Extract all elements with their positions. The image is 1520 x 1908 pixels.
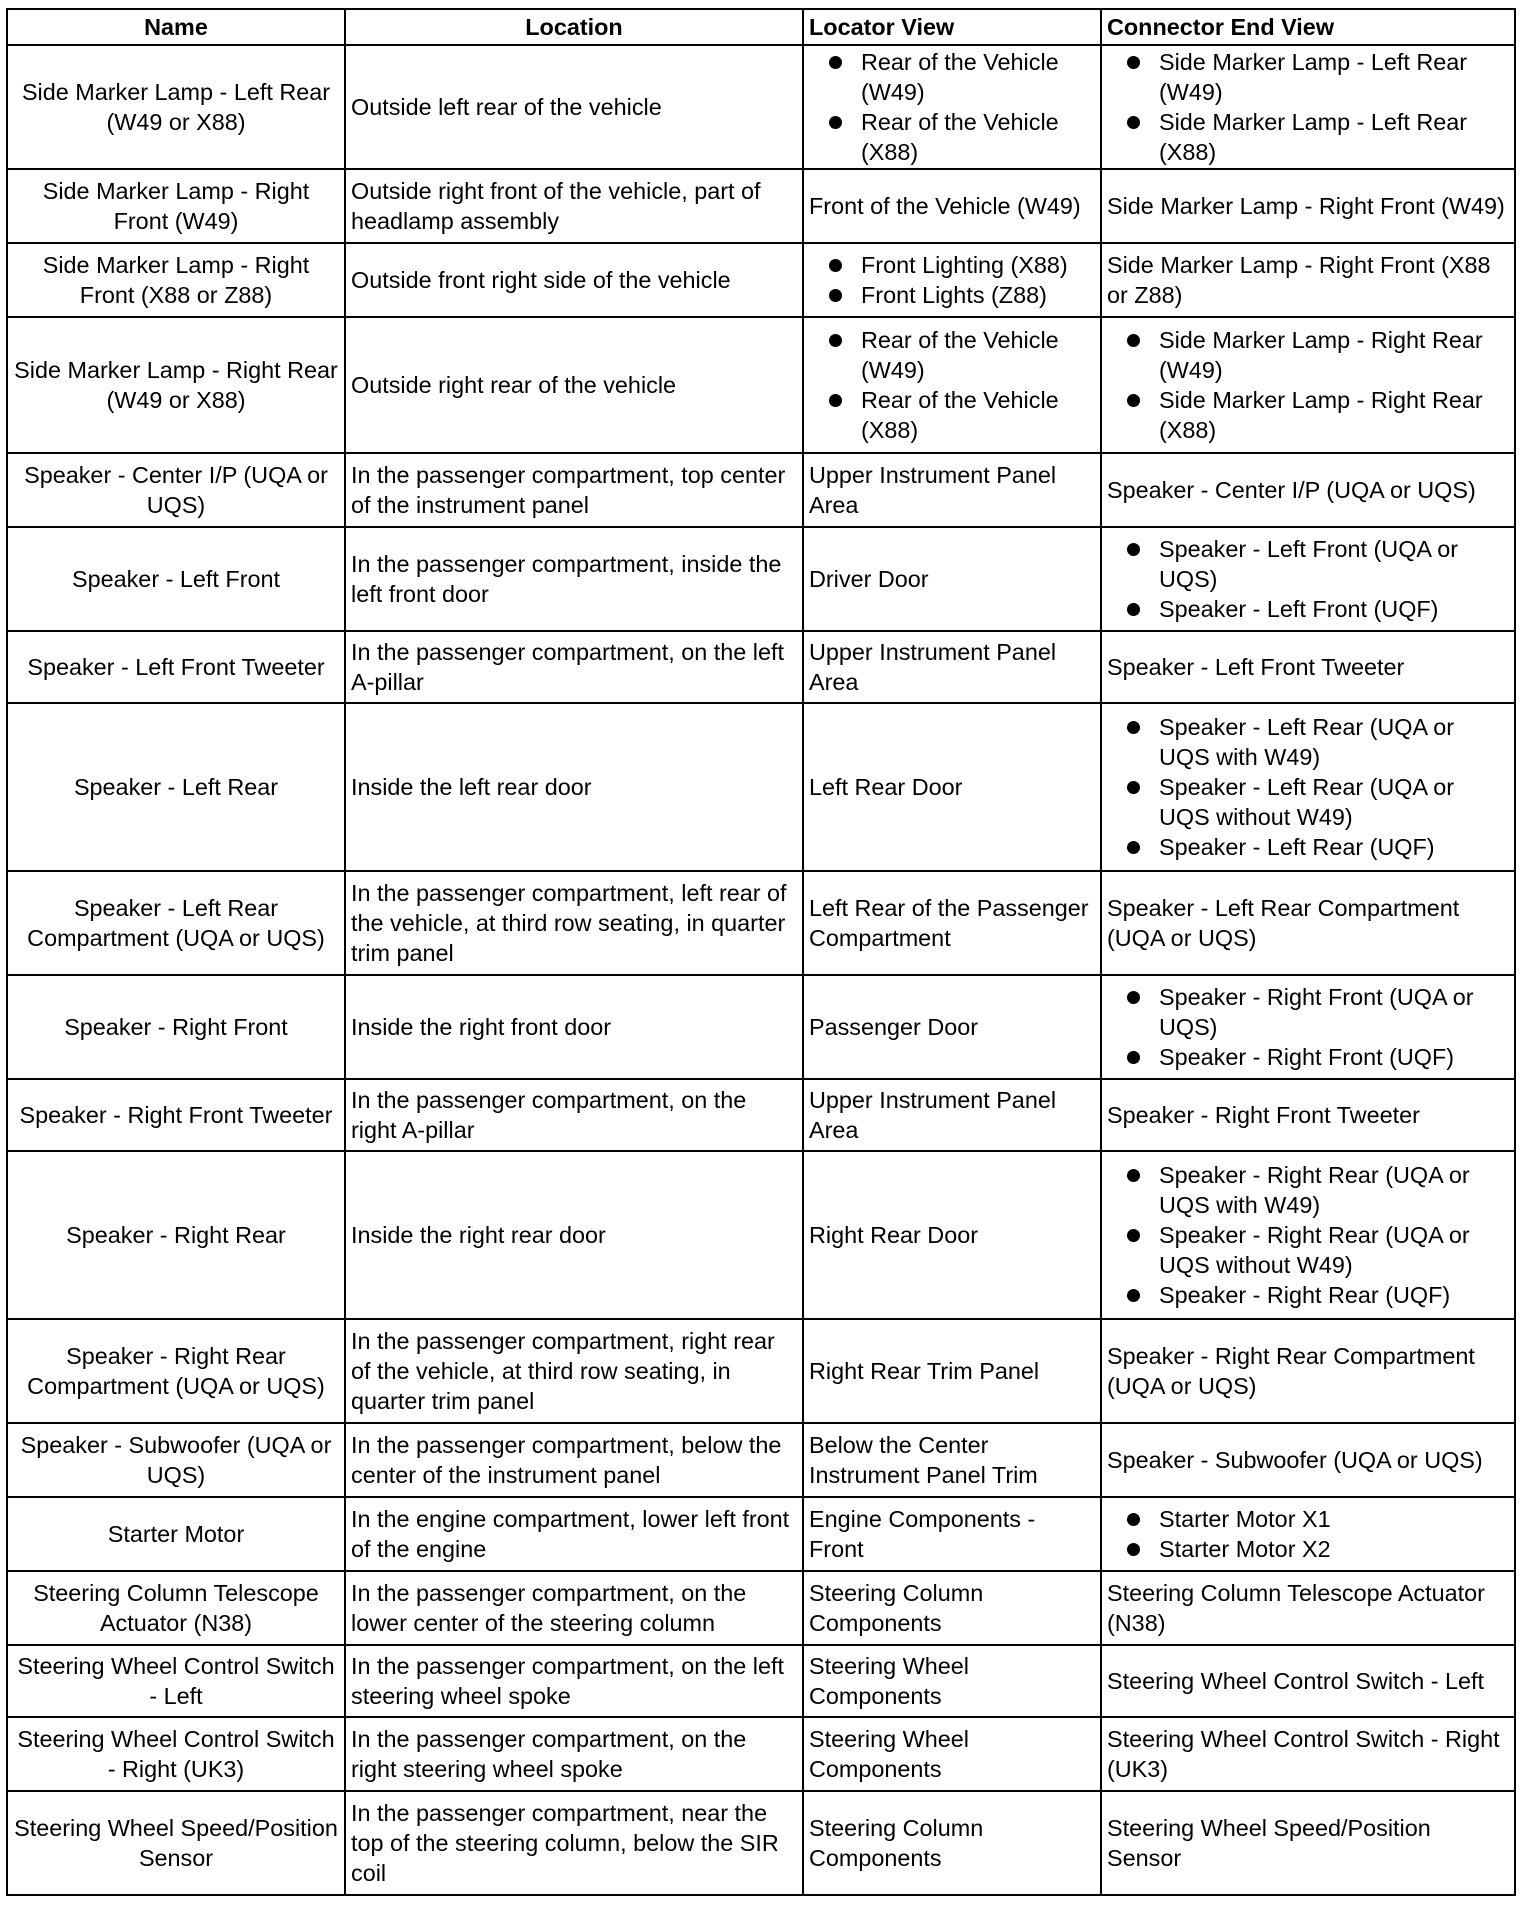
- table-row: [7, 453, 1515, 527]
- bullet-item: Rear of the Vehicle (W49): [809, 325, 1095, 385]
- cell-name: Speaker - Right Rear: [7, 1151, 345, 1319]
- table-row: [7, 1423, 1515, 1497]
- cell-location: In the passenger compartment, on the left A-pillar: [345, 631, 803, 703]
- header-locator-view: Locator View: [803, 9, 1101, 45]
- cell-name: Speaker - Subwoofer (UQA or UQS): [7, 1423, 345, 1497]
- cell-connector-end-view: [1101, 527, 1515, 631]
- cell-locator-view: Passenger Door: [803, 975, 1101, 1079]
- cell-location: Outside right front of the vehicle, part of headlamp assembly: [345, 169, 803, 243]
- component-locator-table: [6, 8, 1516, 1896]
- bullet-item: Speaker - Right Rear (UQA or UQS without W49): [1107, 1220, 1509, 1280]
- cell-connector-end-view: Steering Wheel Control Switch - Left: [1101, 1645, 1515, 1717]
- cell-connector-end-view-list: [1107, 534, 1509, 624]
- cell-connector-end-view: Side Marker Lamp - Right Front (W49): [1101, 169, 1515, 243]
- cell-locator-view: Right Rear Trim Panel: [803, 1319, 1101, 1423]
- cell-connector-end-view-list: [1107, 982, 1509, 1072]
- cell-name: Steering Wheel Control Switch - Left: [7, 1645, 345, 1717]
- cell-location: In the passenger compartment, near the top of the steering column, below the SIR coil: [345, 1791, 803, 1895]
- cell-name: Speaker - Left Front Tweeter: [7, 631, 345, 703]
- cell-location: In the passenger compartment, right rear of the vehicle, at third row seating, in quarter trim panel: [345, 1319, 803, 1423]
- cell-location: Outside front right side of the vehicle: [345, 243, 803, 317]
- table-header: [7, 9, 1515, 45]
- cell-location: In the passenger compartment, top center of the instrument panel: [345, 453, 803, 527]
- bullet-item: Speaker - Left Rear (UQF): [1107, 832, 1509, 862]
- cell-name: Side Marker Lamp - Right Front (X88 or Z88): [7, 243, 345, 317]
- bullet-item: Speaker - Right Rear (UQA or UQS with W49): [1107, 1160, 1509, 1220]
- cell-locator-view: Steering Wheel Components: [803, 1717, 1101, 1791]
- bullet-item: Front Lights (Z88): [809, 280, 1095, 310]
- table-row: [7, 1717, 1515, 1791]
- bullet-item: Speaker - Left Front (UQF): [1107, 594, 1509, 624]
- table-row: [7, 1791, 1515, 1895]
- cell-connector-end-view: [1101, 45, 1515, 169]
- table-row: [7, 1571, 1515, 1645]
- bullet-item: Speaker - Right Front (UQF): [1107, 1042, 1509, 1072]
- cell-connector-end-view: Speaker - Right Rear Compartment (UQA or UQS): [1101, 1319, 1515, 1423]
- cell-location: Outside left rear of the vehicle: [345, 45, 803, 169]
- cell-name: Side Marker Lamp - Left Rear (W49 or X88): [7, 45, 345, 169]
- cell-locator-view: Upper Instrument Panel Area: [803, 1079, 1101, 1151]
- cell-locator-view: Front of the Vehicle (W49): [803, 169, 1101, 243]
- cell-locator-view: [803, 243, 1101, 317]
- cell-name: Side Marker Lamp - Right Front (W49): [7, 169, 345, 243]
- table-row: [7, 1079, 1515, 1151]
- cell-name: Speaker - Right Rear Compartment (UQA or UQS): [7, 1319, 345, 1423]
- cell-name: Speaker - Left Rear Compartment (UQA or UQS): [7, 871, 345, 975]
- cell-name: Side Marker Lamp - Right Rear (W49 or X88): [7, 317, 345, 453]
- cell-location: In the passenger compartment, on the left steering wheel spoke: [345, 1645, 803, 1717]
- cell-locator-view: Right Rear Door: [803, 1151, 1101, 1319]
- cell-location: In the passenger compartment, inside the left front door: [345, 527, 803, 631]
- cell-location: In the passenger compartment, below the center of the instrument panel: [345, 1423, 803, 1497]
- cell-name: Steering Wheel Speed/Position Sensor: [7, 1791, 345, 1895]
- cell-name: Speaker - Right Front Tweeter: [7, 1079, 345, 1151]
- cell-connector-end-view: [1101, 975, 1515, 1079]
- cell-locator-view-list: [809, 47, 1095, 167]
- table-row: [7, 1645, 1515, 1717]
- table-row: [7, 1497, 1515, 1571]
- cell-location: In the passenger compartment, on the right A-pillar: [345, 1079, 803, 1151]
- bullet-item: Speaker - Left Rear (UQA or UQS with W49): [1107, 712, 1509, 772]
- cell-locator-view: Engine Components - Front: [803, 1497, 1101, 1571]
- cell-name: Steering Wheel Control Switch - Right (UK3): [7, 1717, 345, 1791]
- cell-connector-end-view: [1101, 1151, 1515, 1319]
- table-row: [7, 243, 1515, 317]
- bullet-item: Starter Motor X2: [1107, 1534, 1509, 1564]
- cell-locator-view: Steering Wheel Components: [803, 1645, 1101, 1717]
- bullet-item: Side Marker Lamp - Right Rear (W49): [1107, 325, 1509, 385]
- bullet-item: Speaker - Left Rear (UQA or UQS without W49): [1107, 772, 1509, 832]
- cell-locator-view: Steering Column Components: [803, 1791, 1101, 1895]
- cell-location: In the engine compartment, lower left front of the engine: [345, 1497, 803, 1571]
- table-body: [7, 45, 1515, 1895]
- cell-connector-end-view: Speaker - Left Front Tweeter: [1101, 631, 1515, 703]
- table-row: [7, 45, 1515, 169]
- cell-location: Outside right rear of the vehicle: [345, 317, 803, 453]
- cell-connector-end-view: Steering Wheel Speed/Position Sensor: [1101, 1791, 1515, 1895]
- cell-locator-view: Driver Door: [803, 527, 1101, 631]
- cell-locator-view: Upper Instrument Panel Area: [803, 453, 1101, 527]
- cell-connector-end-view: Speaker - Center I/P (UQA or UQS): [1101, 453, 1515, 527]
- cell-connector-end-view: [1101, 703, 1515, 871]
- cell-connector-end-view: [1101, 317, 1515, 453]
- header-row: [7, 9, 1515, 45]
- bullet-item: Front Lighting (X88): [809, 250, 1095, 280]
- cell-name: Speaker - Right Front: [7, 975, 345, 1079]
- cell-connector-end-view-list: [1107, 1504, 1509, 1564]
- cell-connector-end-view-list: [1107, 325, 1509, 445]
- cell-connector-end-view: Steering Wheel Control Switch - Right (UK3): [1101, 1717, 1515, 1791]
- cell-location: In the passenger compartment, left rear of the vehicle, at third row seating, in quarter trim panel: [345, 871, 803, 975]
- cell-location: Inside the right rear door: [345, 1151, 803, 1319]
- component-locator-table-container: [6, 8, 1514, 1896]
- table-row: [7, 527, 1515, 631]
- cell-locator-view-list: [809, 325, 1095, 445]
- bullet-item: Side Marker Lamp - Left Rear (X88): [1107, 107, 1509, 167]
- cell-locator-view: [803, 45, 1101, 169]
- table-row: [7, 631, 1515, 703]
- table-row: [7, 317, 1515, 453]
- header-location: Location: [345, 9, 803, 45]
- table-row: [7, 1151, 1515, 1319]
- cell-locator-view-list: [809, 250, 1095, 310]
- cell-connector-end-view: Side Marker Lamp - Right Front (X88 or Z88): [1101, 243, 1515, 317]
- cell-connector-end-view-list: [1107, 47, 1509, 167]
- cell-name: Steering Column Telescope Actuator (N38): [7, 1571, 345, 1645]
- cell-name: Speaker - Center I/P (UQA or UQS): [7, 453, 345, 527]
- cell-locator-view: [803, 317, 1101, 453]
- cell-locator-view: Upper Instrument Panel Area: [803, 631, 1101, 703]
- cell-connector-end-view: Speaker - Subwoofer (UQA or UQS): [1101, 1423, 1515, 1497]
- bullet-item: Speaker - Right Rear (UQF): [1107, 1280, 1509, 1310]
- header-name: Name: [7, 9, 345, 45]
- cell-connector-end-view-list: [1107, 1160, 1509, 1310]
- cell-connector-end-view: Speaker - Right Front Tweeter: [1101, 1079, 1515, 1151]
- cell-locator-view: Left Rear Door: [803, 703, 1101, 871]
- cell-location: In the passenger compartment, on the right steering wheel spoke: [345, 1717, 803, 1791]
- cell-name: Starter Motor: [7, 1497, 345, 1571]
- cell-location: In the passenger compartment, on the lower center of the steering column: [345, 1571, 803, 1645]
- table-row: [7, 975, 1515, 1079]
- bullet-item: Speaker - Right Front (UQA or UQS): [1107, 982, 1509, 1042]
- bullet-item: Rear of the Vehicle (W49): [809, 47, 1095, 107]
- cell-locator-view: Below the Center Instrument Panel Trim: [803, 1423, 1101, 1497]
- cell-locator-view: Left Rear of the Passenger Compartment: [803, 871, 1101, 975]
- header-connector-end-view: Connector End View: [1101, 9, 1515, 45]
- cell-connector-end-view: Steering Column Telescope Actuator (N38): [1101, 1571, 1515, 1645]
- cell-connector-end-view-list: [1107, 712, 1509, 862]
- bullet-item: Starter Motor X1: [1107, 1504, 1509, 1534]
- bullet-item: Side Marker Lamp - Left Rear (W49): [1107, 47, 1509, 107]
- table-row: [7, 871, 1515, 975]
- bullet-item: Side Marker Lamp - Right Rear (X88): [1107, 385, 1509, 445]
- cell-location: Inside the right front door: [345, 975, 803, 1079]
- cell-location: Inside the left rear door: [345, 703, 803, 871]
- bullet-item: Speaker - Left Front (UQA or UQS): [1107, 534, 1509, 594]
- table-row: [7, 703, 1515, 871]
- table-row: [7, 1319, 1515, 1423]
- bullet-item: Rear of the Vehicle (X88): [809, 107, 1095, 167]
- cell-connector-end-view: Speaker - Left Rear Compartment (UQA or UQS): [1101, 871, 1515, 975]
- cell-name: Speaker - Left Rear: [7, 703, 345, 871]
- bullet-item: Rear of the Vehicle (X88): [809, 385, 1095, 445]
- cell-name: Speaker - Left Front: [7, 527, 345, 631]
- cell-connector-end-view: [1101, 1497, 1515, 1571]
- cell-locator-view: Steering Column Components: [803, 1571, 1101, 1645]
- table-row: [7, 169, 1515, 243]
